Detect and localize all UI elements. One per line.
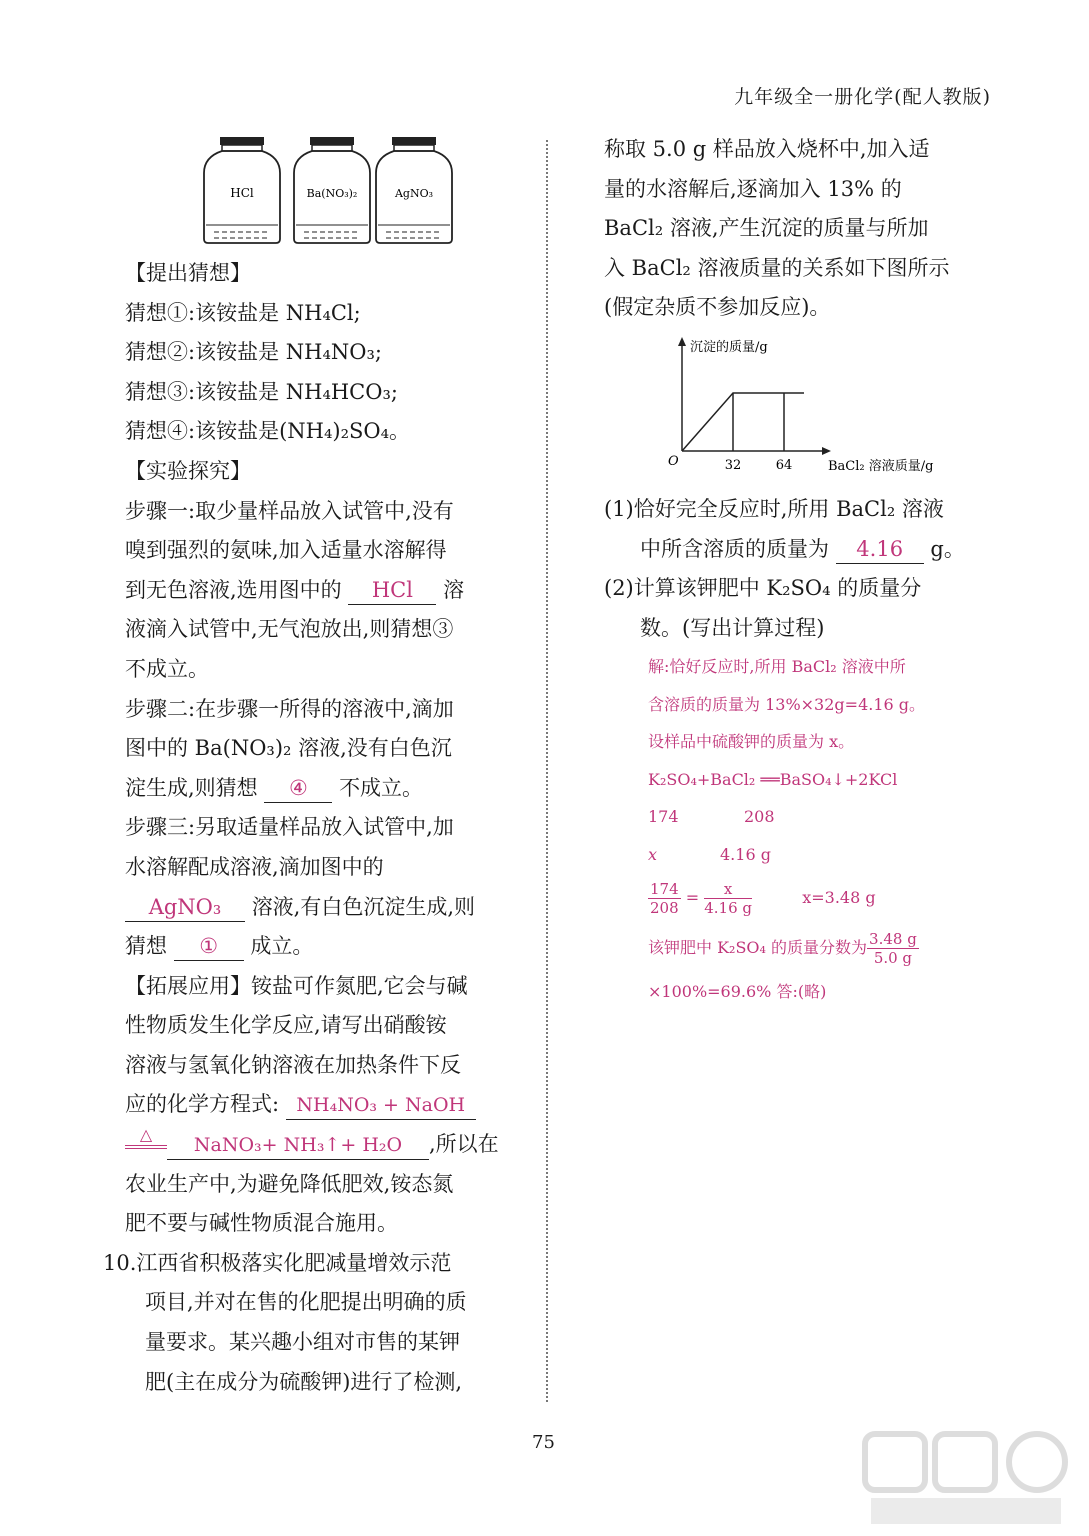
- question-10-line: 项目,并对在售的化肥提出明确的质: [145, 1290, 467, 1315]
- answer-blank-equation-1: NH₄NO₃ + NaOH: [286, 1091, 476, 1120]
- text-line: 入 BaCl₂ 溶液质量的关系如下图所示: [604, 255, 950, 280]
- heat-condition: [125, 1125, 167, 1149]
- text-segment: 淀生成,则猜想: [125, 775, 258, 800]
- text-line: [125, 571, 525, 611]
- x-axis-arrow: [822, 447, 831, 455]
- fraction-x-416: [704, 880, 752, 917]
- text-line: 步骤一:取少量样品放入试管中,没有: [125, 498, 454, 523]
- subquestions: [604, 490, 1004, 648]
- x-tick-label-32: 32: [724, 458, 742, 473]
- text-line: 性物质发生化学反应,请写出硝酸铵: [125, 1013, 447, 1038]
- y-axis-label: 沉淀的质量/g: [690, 340, 768, 355]
- mass-fraction-text: 该钾肥中 K₂SO₄ 的质量分数为: [648, 938, 868, 957]
- text-line: 步骤三:另取适量样品放入试管中,加: [125, 815, 454, 840]
- fraction-348-50: [867, 930, 919, 967]
- answer-blank-step3: AgNO₃: [125, 893, 245, 922]
- numerator: 174: [650, 880, 679, 898]
- text-segment: ,所以在: [429, 1132, 499, 1157]
- text-segment: 溶液,有白色沉淀生成,则: [251, 894, 476, 919]
- text-line: 水溶解配成溶液,滴加图中的: [125, 854, 384, 879]
- answer-blank-step3b: ①: [174, 932, 244, 961]
- page-header: 九年级全一册化学(配人教版): [734, 86, 991, 108]
- left-column: [103, 254, 525, 1402]
- solution-line: ×100%=69.6% 答:(略): [648, 982, 827, 1001]
- solution-line: [648, 836, 1008, 874]
- solution-line: [648, 923, 1008, 973]
- text-line: 量的水溶解后,逐滴加入 13% 的: [604, 176, 902, 201]
- answer-blank-step1: HCl: [348, 576, 436, 605]
- text-line: 溶液与氢氧化钠溶液在加热条件下反: [125, 1052, 461, 1077]
- answer-blank-equation-2: NaNO₃+ NH₃↑+ H₂O: [167, 1131, 429, 1160]
- solution-line: 设样品中硫酸钾的质量为 x。: [648, 732, 855, 751]
- text-line: BaCl₂ 溶液,产生沉淀的质量与所加: [604, 216, 929, 241]
- denominator: 208: [650, 899, 679, 917]
- origin-label: O: [668, 454, 679, 469]
- text-segment: 溶: [443, 577, 465, 602]
- known-mass: 4.16 g: [720, 844, 771, 864]
- text-line: 【提出猜想】: [125, 261, 251, 285]
- unknown-x: x: [648, 844, 658, 864]
- equals-sign: [125, 1145, 167, 1149]
- bottle-label-hcl: HCl: [230, 186, 254, 200]
- text-segment: 成立。: [250, 934, 314, 959]
- text-segment: 不成立。: [339, 775, 424, 800]
- text-line: 称取 5.0 g 样品放入烧杯中,加入适: [604, 137, 930, 161]
- answer-blank-q1: 4.16: [836, 535, 924, 564]
- answer-blank-step2: ④: [264, 774, 332, 803]
- text-line: 猜想④:该铵盐是(NH₄)₂SO₄。: [125, 419, 411, 444]
- text-line: 猜想①:该铵盐是 NH₄Cl;: [125, 300, 361, 325]
- column-divider: [546, 140, 548, 1402]
- question-10-line: 10.江西省积极落实化肥减量增效示范: [103, 1250, 452, 1275]
- text-line: (1)恰好完全反应时,所用 BaCl₂ 溶液: [604, 497, 944, 521]
- text-line: [125, 769, 525, 809]
- question-10-line: 量要求。某兴趣小组对市售的某钾: [145, 1330, 460, 1355]
- text-line: 农业生产中,为避免降低肥效,铵态氮: [125, 1171, 454, 1196]
- text-line: 步骤二:在步骤一所得的溶液中,滴加: [125, 696, 454, 721]
- right-column: [604, 130, 994, 328]
- bottle-label-bano3: Ba(NO₃)₂: [306, 187, 358, 200]
- bottle-label-agno3: AgNO₃: [394, 187, 434, 200]
- numerator: x: [704, 880, 752, 899]
- solution-line: 含溶质的质量为 13%×32g=4.16 g。: [648, 694, 926, 714]
- fraction-174-208: [648, 880, 681, 917]
- x-axis-label: BaCl₂ 溶液质量/g: [828, 459, 934, 474]
- text-line: 数。(写出计算过程): [640, 615, 825, 640]
- data-line: [682, 393, 804, 451]
- text-line: [125, 888, 525, 928]
- heat-symbol: △: [139, 1125, 153, 1145]
- text-line: 不成立。: [125, 656, 209, 681]
- text-line: 液滴入试管中,无气泡放出,则猜想③: [125, 617, 454, 642]
- y-axis-arrow: [678, 337, 686, 346]
- denominator: 4.16 g: [704, 899, 753, 917]
- watermark-logo: [861, 1430, 1071, 1530]
- text-line: [604, 530, 1004, 570]
- precipitate-chart: [660, 335, 960, 480]
- text-line: 【实验探究】: [125, 458, 251, 483]
- denominator: 5.0 g: [873, 949, 913, 967]
- x-tick-label-64: 64: [775, 458, 793, 473]
- text-line: 图中的 Ba(NO₃)₂ 溶液,没有白色沉: [125, 736, 452, 761]
- numerator: 3.48 g: [869, 930, 917, 948]
- text-line: (假定杂质不参加反应)。: [604, 295, 831, 320]
- molar-mass-k2so4: 174: [648, 807, 679, 826]
- solution-line: [648, 798, 1008, 836]
- text-line: 【拓展应用】铵盐可作氮肥,它会与碱: [125, 973, 468, 998]
- solution-line: K₂SO₄+BaCl₂ ══BaSO₄↓+2KCl: [648, 769, 898, 789]
- question-10-line: 肥(主在成分为硫酸钾)进行了检测,: [145, 1369, 463, 1394]
- text-segment: g。: [930, 536, 965, 561]
- text-line: [125, 1085, 525, 1125]
- text-segment: 应的化学方程式:: [125, 1092, 280, 1117]
- text-line: (2)计算该钾肥中 K₂SO₄ 的质量分: [604, 576, 922, 601]
- solution-line: 解:恰好反应时,所用 BaCl₂ 溶液中所: [648, 657, 906, 676]
- text-line: 猜想③:该铵盐是 NH₄HCO₃;: [125, 379, 398, 404]
- text-line: 猜想②:该铵盐是 NH₄NO₃;: [125, 340, 382, 365]
- text-segment: 中所含溶质的质量为: [640, 536, 829, 561]
- reagent-bottles-figure: [200, 135, 460, 247]
- page-number: 75: [532, 1432, 555, 1453]
- text-segment: 到无色溶液,选用图中的: [125, 577, 342, 602]
- result-x: x=3.48 g: [802, 888, 876, 907]
- text-line: 肥不要与碱性物质混合施用。: [125, 1211, 398, 1236]
- text-segment: 猜想: [125, 934, 167, 959]
- text-line: 嗅到强烈的氨味,加入适量水溶解得: [125, 538, 447, 563]
- solution-block: [648, 648, 1008, 1011]
- text-line: [125, 927, 525, 967]
- equals: =: [685, 888, 700, 907]
- solution-proportion: [648, 873, 1008, 923]
- text-line: [125, 1125, 525, 1165]
- molar-mass-bacl2: 208: [744, 807, 775, 826]
